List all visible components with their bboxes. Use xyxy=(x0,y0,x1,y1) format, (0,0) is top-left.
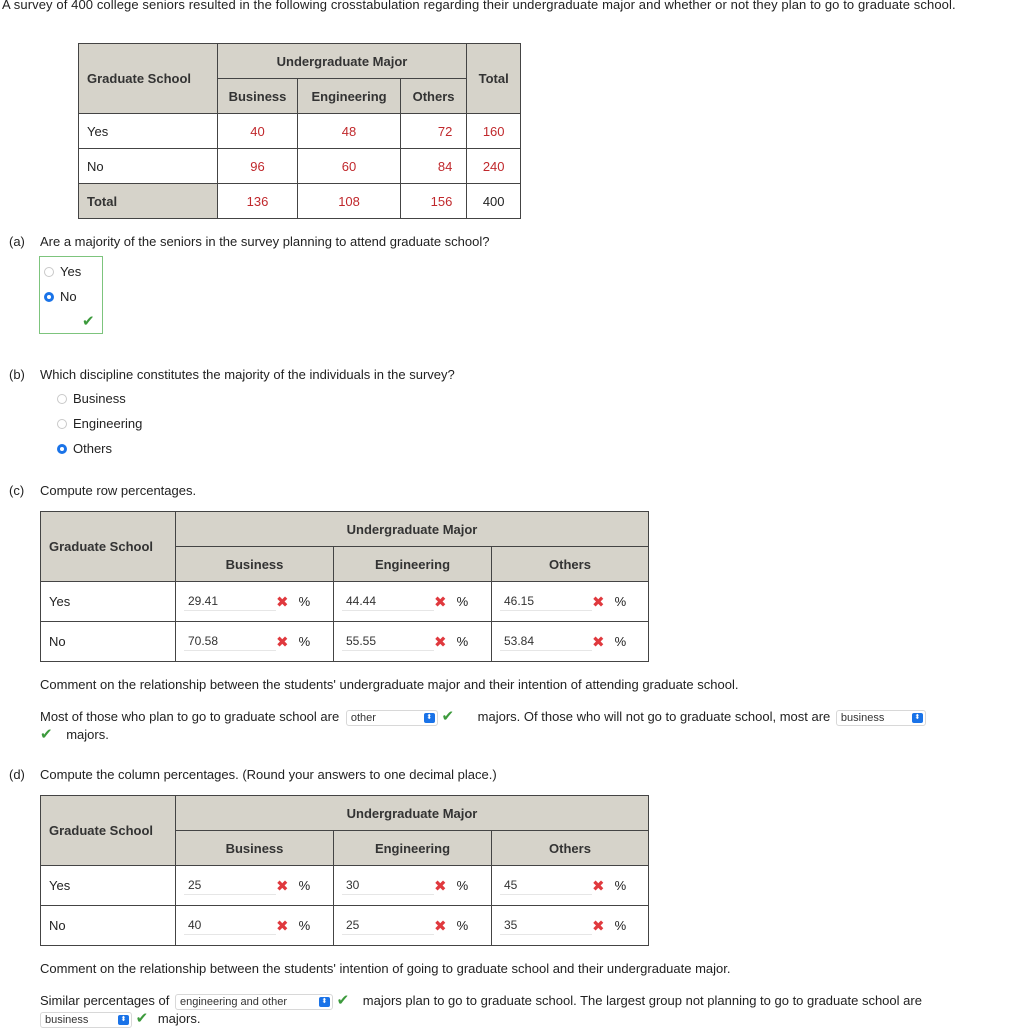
cross-icon: ✖ xyxy=(434,593,447,611)
crosstab-col-others: Others xyxy=(400,79,467,114)
cross-icon: ✖ xyxy=(434,917,447,935)
radio-icon[interactable] xyxy=(57,419,67,429)
row-label: No xyxy=(79,149,218,184)
table-row xyxy=(79,149,521,184)
check-icon: ✔ xyxy=(40,726,53,743)
col-pct-input[interactable] xyxy=(184,877,276,895)
select-arrow-icon: ⬍ xyxy=(424,713,435,723)
sentence-text: majors plan to go to graduate school. The largest group not planning to go to graduate school are xyxy=(362,993,922,1008)
table-row-header: Graduate School xyxy=(41,796,176,866)
intro-text: A survey of 400 college seniors resulted in the following crosstabulation regarding their undergraduate major and whether or not they plan to go to graduate school. xyxy=(2,0,956,12)
table-group-header: Undergraduate Major xyxy=(176,512,649,547)
check-icon: ✔ xyxy=(82,313,95,330)
part-b-label: (b) xyxy=(9,367,25,382)
select-value: engineering and other xyxy=(179,995,287,1008)
col-others: Others xyxy=(492,547,649,582)
crosstab-col-engineering: Engineering xyxy=(298,79,400,114)
col-engineering: Engineering xyxy=(334,547,492,582)
row-label-total: Total xyxy=(79,184,218,219)
cell-value: 108 xyxy=(298,184,400,219)
percent-sign: % xyxy=(456,918,469,933)
major-select-1[interactable] xyxy=(346,710,438,726)
crosstab-row-header: Graduate School xyxy=(79,44,218,114)
part-c-question: Compute row percentages. xyxy=(40,483,197,498)
row-pct-input[interactable] xyxy=(342,633,434,651)
cell-value: 156 xyxy=(400,184,467,219)
table-row xyxy=(79,184,521,219)
sentence-text: majors. xyxy=(66,727,109,742)
column-percent-table xyxy=(40,795,649,946)
col-business: Business xyxy=(176,831,334,866)
col-pct-input[interactable] xyxy=(342,917,434,935)
crosstab-table xyxy=(78,43,521,219)
percent-sign: % xyxy=(298,878,311,893)
option-label: No xyxy=(60,289,77,304)
row-pct-input[interactable] xyxy=(500,593,592,611)
part-c-comment-prompt: Comment on the relationship between the students' undergraduate major and their intention of attending graduate school. xyxy=(40,677,739,692)
col-pct-input[interactable] xyxy=(500,917,592,935)
cell-total: 240 xyxy=(467,149,521,184)
cross-icon: ✖ xyxy=(592,877,605,895)
col-engineering: Engineering xyxy=(334,831,492,866)
row-percent-table xyxy=(40,511,649,662)
cell-value: 72 xyxy=(400,114,467,149)
table-row xyxy=(41,582,649,622)
major-select-2[interactable] xyxy=(836,710,926,726)
row-label: No xyxy=(41,622,176,662)
part-b-option-others[interactable] xyxy=(57,441,112,456)
select-arrow-icon: ⬍ xyxy=(912,713,923,723)
cross-icon: ✖ xyxy=(434,877,447,895)
percent-sign: % xyxy=(298,634,311,649)
cell-value: 48 xyxy=(298,114,400,149)
part-d-label: (d) xyxy=(9,767,25,782)
major-select-3[interactable] xyxy=(175,994,333,1010)
cell-value: 96 xyxy=(217,149,298,184)
part-c-sentence-line2 xyxy=(40,725,109,743)
percent-sign: % xyxy=(456,634,469,649)
cell-total: 160 xyxy=(467,114,521,149)
col-pct-input[interactable] xyxy=(184,917,276,935)
cell-value: 84 xyxy=(400,149,467,184)
col-pct-input[interactable] xyxy=(342,877,434,895)
percent-sign: % xyxy=(614,918,627,933)
radio-selected-icon[interactable] xyxy=(44,292,54,302)
crosstab-col-business: Business xyxy=(217,79,298,114)
option-label: Yes xyxy=(60,264,82,279)
part-d-comment-prompt: Comment on the relationship between the students' intention of going to graduate school and their undergraduate major. xyxy=(40,961,731,976)
percent-sign: % xyxy=(614,634,627,649)
cell-value: 60 xyxy=(298,149,400,184)
table-row-header: Graduate School xyxy=(41,512,176,582)
part-b-question: Which discipline constitutes the majority of the individuals in the survey? xyxy=(40,367,455,382)
crosstab-total-header: Total xyxy=(467,44,521,114)
table-row xyxy=(41,906,649,946)
select-value: other xyxy=(350,711,376,724)
percent-sign: % xyxy=(456,594,469,609)
select-value: business xyxy=(840,711,885,724)
table-row xyxy=(79,114,521,149)
radio-selected-icon[interactable] xyxy=(57,444,67,454)
row-label: Yes xyxy=(79,114,218,149)
cross-icon: ✖ xyxy=(592,917,605,935)
cell-value: 40 xyxy=(217,114,298,149)
table-group-header: Undergraduate Major xyxy=(176,796,649,831)
part-a-question: Are a majority of the seniors in the survey planning to attend graduate school? xyxy=(40,234,490,249)
option-label: Engineering xyxy=(73,416,143,431)
select-arrow-icon: ⬍ xyxy=(319,997,330,1007)
percent-sign: % xyxy=(456,878,469,893)
sentence-text: Similar percentages of xyxy=(40,993,170,1008)
row-pct-input[interactable] xyxy=(500,633,592,651)
row-pct-input[interactable] xyxy=(342,593,434,611)
cell-grand-total: 400 xyxy=(467,184,521,219)
select-arrow-icon: ⬍ xyxy=(118,1015,129,1025)
col-pct-input[interactable] xyxy=(500,877,592,895)
part-c-sentence-line1 xyxy=(40,707,926,726)
cross-icon: ✖ xyxy=(276,877,289,895)
part-a-option-no[interactable] xyxy=(44,289,77,304)
part-a-option-yes[interactable] xyxy=(44,264,81,279)
check-icon: ✔ xyxy=(336,992,350,1009)
cross-icon: ✖ xyxy=(434,633,447,651)
part-c-label: (c) xyxy=(9,483,25,498)
check-icon: ✔ xyxy=(135,1010,149,1027)
cell-value: 136 xyxy=(217,184,298,219)
table-row xyxy=(41,866,649,906)
part-b-option-engineering[interactable] xyxy=(57,416,142,431)
cross-icon: ✖ xyxy=(592,593,605,611)
col-business: Business xyxy=(176,547,334,582)
option-label: Business xyxy=(73,391,126,406)
row-pct-input[interactable] xyxy=(184,633,276,651)
cross-icon: ✖ xyxy=(592,633,605,651)
sentence-text: Most of those who plan to go to graduate school are xyxy=(40,709,340,724)
major-select-4[interactable] xyxy=(40,1012,132,1028)
part-d-sentence-line1 xyxy=(40,991,922,1010)
percent-sign: % xyxy=(614,878,627,893)
cross-icon: ✖ xyxy=(276,917,289,935)
row-pct-input[interactable] xyxy=(184,593,276,611)
cross-icon: ✖ xyxy=(276,633,289,651)
percent-sign: % xyxy=(614,594,627,609)
part-a-label: (a) xyxy=(9,234,25,249)
radio-icon[interactable] xyxy=(57,394,67,404)
part-d-sentence-line2 xyxy=(40,1009,200,1028)
percent-sign: % xyxy=(298,918,311,933)
radio-icon[interactable] xyxy=(44,267,54,277)
check-icon: ✔ xyxy=(441,708,455,725)
part-b-option-business[interactable] xyxy=(57,391,126,406)
table-row xyxy=(41,622,649,662)
col-others: Others xyxy=(492,831,649,866)
percent-sign: % xyxy=(298,594,311,609)
row-label: Yes xyxy=(41,866,176,906)
part-d-question: Compute the column percentages. (Round your answers to one decimal place.) xyxy=(40,767,497,782)
sentence-text: majors. Of those who will not go to graduate school, most are xyxy=(477,709,831,724)
row-label: No xyxy=(41,906,176,946)
cross-icon: ✖ xyxy=(276,593,289,611)
row-label: Yes xyxy=(41,582,176,622)
option-label: Others xyxy=(73,441,113,456)
select-value: business xyxy=(45,1013,89,1026)
sentence-text: majors. xyxy=(157,1011,201,1026)
crosstab-group-header: Undergraduate Major xyxy=(217,44,467,79)
